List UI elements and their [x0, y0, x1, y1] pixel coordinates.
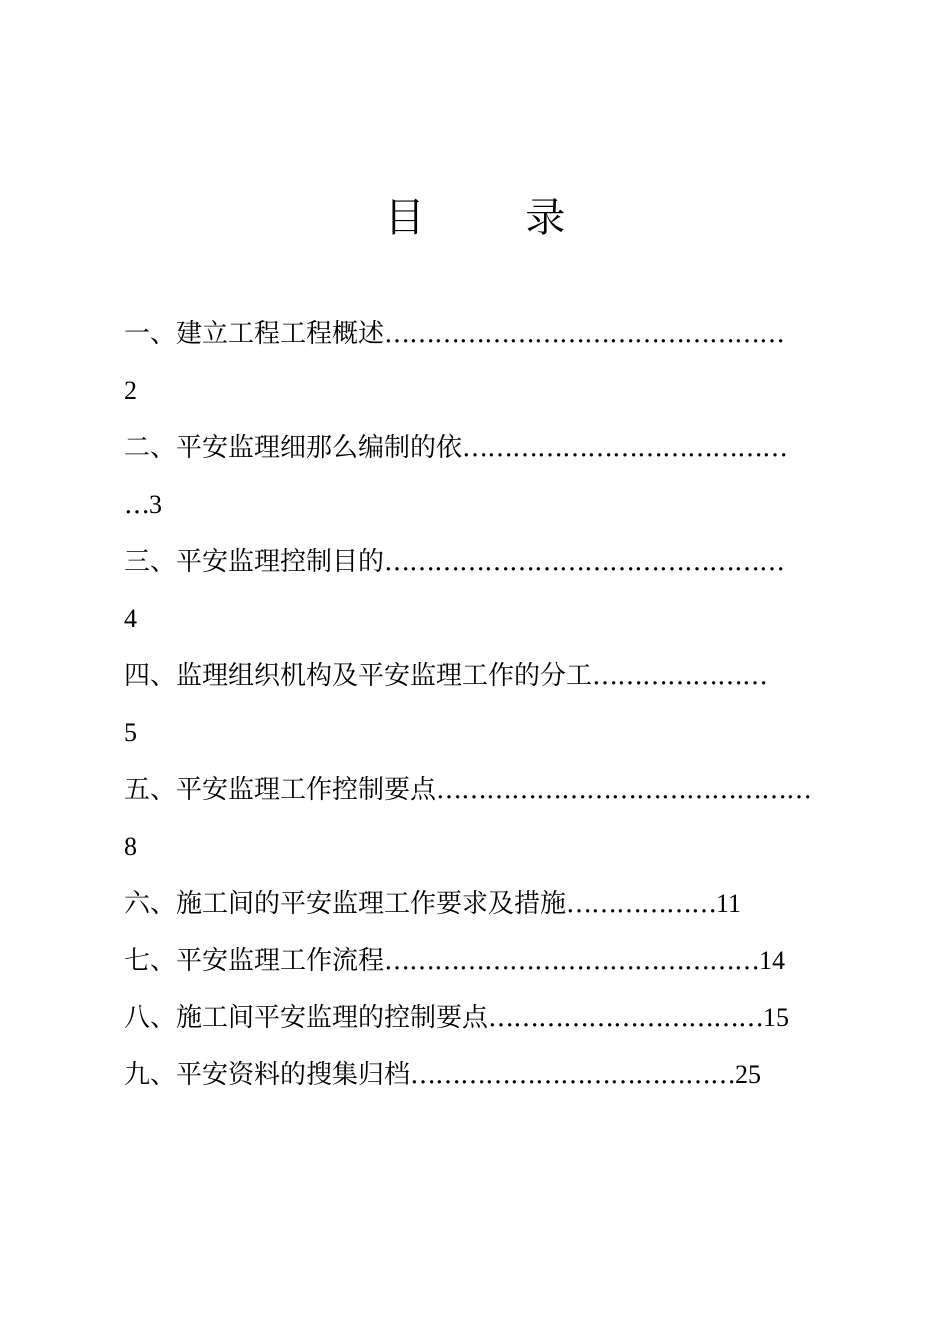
toc-entry-page: 14 — [759, 946, 786, 975]
toc-entry-6 — [124, 875, 826, 932]
toc-entry-9 — [124, 1046, 826, 1103]
toc-entry-leader: ………………………………………… — [384, 319, 785, 349]
toc-entry-leader: ………………………………… — [410, 1060, 736, 1090]
toc-entry-page: 2 — [124, 376, 137, 405]
toc-entry-2-page-line — [124, 476, 826, 533]
toc-entry-2 — [124, 419, 826, 476]
page-title: 目 录 — [384, 195, 610, 241]
toc-entry-leader: ……………………………………… — [436, 775, 812, 805]
toc-entry-label: 七、平安监理工作流程 — [124, 946, 385, 976]
toc-entry-5 — [124, 761, 826, 818]
toc-entry-4 — [124, 647, 826, 704]
toc-entry-leader: … — [124, 490, 149, 520]
table-of-contents — [124, 305, 826, 1103]
toc-entry-5-page-line — [124, 818, 826, 875]
toc-entry-8 — [124, 989, 826, 1046]
toc-entry-leader: ……………… — [566, 889, 717, 919]
toc-entry-7 — [124, 932, 826, 989]
toc-entry-label: 九、平安资料的搜集归档 — [124, 1060, 411, 1090]
toc-entry-page: 15 — [763, 1003, 790, 1032]
toc-entry-label: 三、平安监理控制目的 — [124, 547, 385, 577]
toc-entry-leader: ………………………………………… — [384, 547, 785, 577]
toc-entry-page: 11 — [716, 889, 742, 918]
toc-entry-leader: ………………… — [592, 661, 768, 691]
toc-entry-label: 一、建立工程工程概述 — [124, 319, 385, 349]
toc-entry-page: 4 — [124, 604, 137, 633]
toc-entry-label: 八、施工间平安监理的控制要点 — [124, 1003, 489, 1033]
toc-entry-leader: ……………………………………… — [384, 946, 760, 976]
toc-entry-leader: …………………………… — [488, 1003, 764, 1033]
toc-entry-label: 四、监理组织机构及平安监理工作的分工 — [124, 661, 593, 691]
toc-entry-page: 3 — [149, 490, 162, 519]
toc-entry-label: 五、平安监理工作控制要点 — [124, 775, 437, 805]
toc-entry-page: 5 — [124, 718, 137, 747]
toc-entry-label: 二、平安监理细那么编制的依 — [124, 433, 463, 463]
toc-entry-page: 25 — [735, 1060, 762, 1089]
toc-entry-page: 8 — [124, 832, 137, 861]
toc-entry-1 — [124, 305, 826, 362]
toc-entry-3-page-line — [124, 590, 826, 647]
toc-entry-label: 六、施工间的平安监理工作要求及措施 — [124, 889, 567, 919]
toc-entry-3 — [124, 533, 826, 590]
toc-entry-1-page-line — [124, 362, 826, 419]
toc-entry-leader: ………………………………… — [462, 433, 788, 463]
toc-entry-4-page-line — [124, 704, 826, 761]
